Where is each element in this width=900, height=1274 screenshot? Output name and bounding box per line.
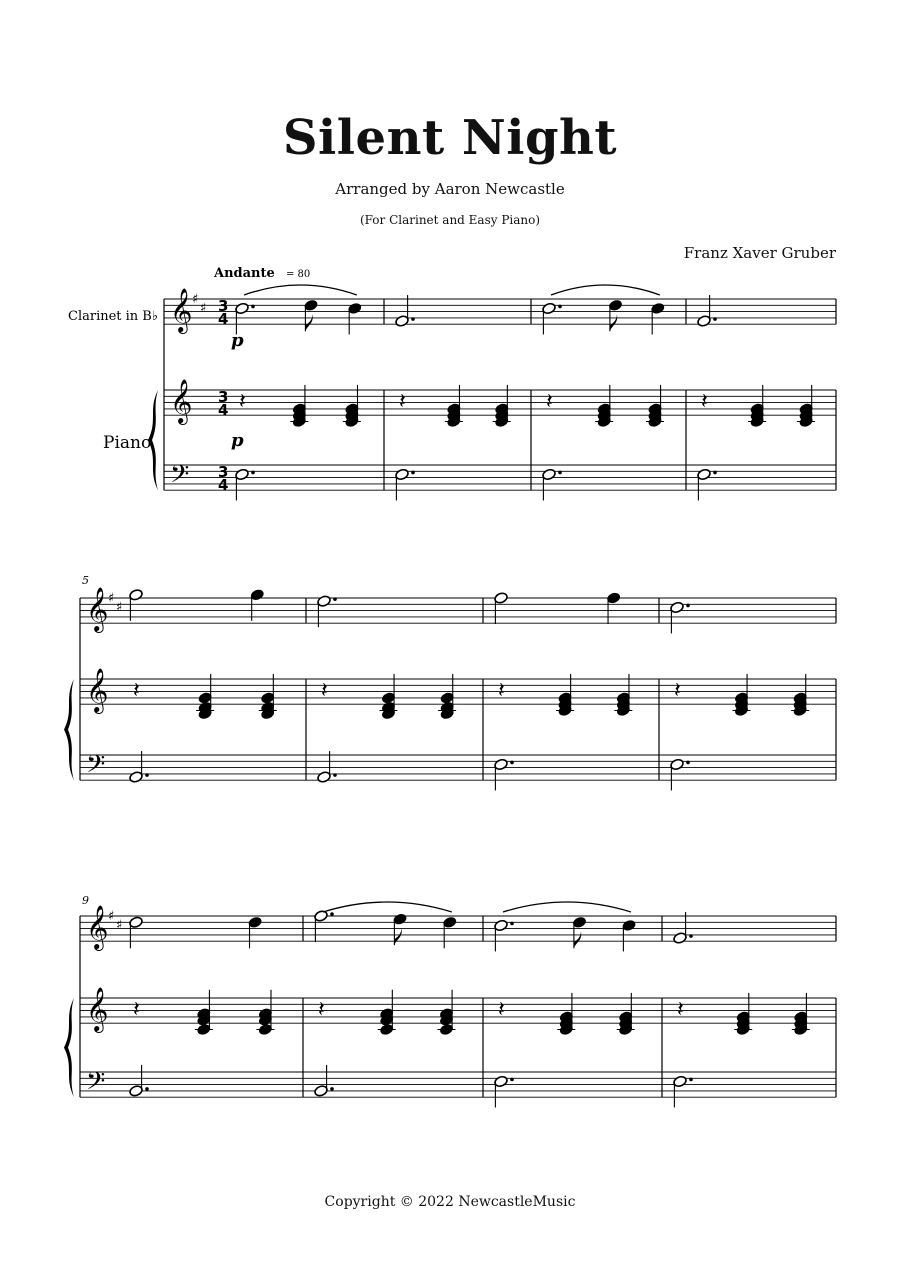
quarter-rest: 𝄽 (133, 997, 140, 1023)
treble-clef: 𝄞 (170, 379, 193, 423)
augmentation-dot (411, 317, 415, 321)
augmentation-dot (510, 761, 514, 765)
quarter-rest: 𝄽 (498, 997, 505, 1023)
treble-clef: 𝄞 (86, 987, 109, 1031)
augmentation-dot (330, 1087, 334, 1091)
dynamic-clarinet: p (231, 330, 244, 351)
note-flag (610, 314, 617, 331)
treble-clef: 𝄞 (86, 905, 109, 949)
time-signature-bottom: 4 (218, 310, 229, 328)
augmentation-dot (411, 471, 415, 475)
quarter-rest: 𝄽 (677, 997, 684, 1023)
quarter-rest: 𝄽 (321, 678, 328, 704)
time-signature-top: 3 (218, 463, 229, 481)
augmentation-dot (251, 471, 255, 475)
augmentation-dot (689, 934, 693, 938)
note-flag (394, 928, 401, 945)
note-flag (574, 931, 581, 948)
augmentation-dot (558, 305, 562, 309)
piano-brace (64, 998, 74, 1097)
quarter-rest: 𝄽 (133, 678, 140, 704)
slur (551, 285, 660, 295)
augmentation-dot (686, 761, 690, 765)
time-signature-top: 3 (218, 297, 229, 315)
treble-clef: 𝄞 (86, 587, 109, 631)
augmentation-dot (145, 773, 149, 777)
bass-clef: 𝄢 (86, 750, 106, 785)
augmentation-dot (330, 912, 334, 916)
augmentation-dot (510, 1078, 514, 1082)
quarter-rest: 𝄽 (546, 389, 553, 415)
composer-credit: Franz Xaver Gruber (683, 244, 836, 262)
sharp-sign: ♯ (200, 301, 207, 316)
augmentation-dot (689, 1078, 693, 1082)
clarinet-label: Clarinet in B♭ (68, 309, 158, 324)
augmentation-dot (558, 471, 562, 475)
measure-number: 9 (82, 894, 89, 907)
augmentation-dot (251, 305, 255, 309)
sharp-sign: ♯ (192, 292, 199, 307)
piano-brace (64, 679, 74, 780)
copyright-notice: Copyright © 2022 NewcastleMusic (324, 1194, 576, 1210)
notes (129, 285, 815, 1107)
dynamic-piano: p (231, 430, 244, 451)
augmentation-dot (510, 922, 514, 926)
slur (244, 285, 357, 295)
quarter-rest: 𝄽 (399, 389, 406, 415)
sharp-sign: ♯ (116, 918, 123, 933)
time-signature-top: 3 (218, 388, 229, 406)
piano-label: Piano (103, 433, 152, 453)
quarter-rest: 𝄽 (318, 997, 325, 1023)
augmentation-dot (333, 773, 337, 777)
augmentation-dot (333, 597, 337, 601)
note-flag (305, 314, 312, 331)
time-signature-bottom: 4 (218, 401, 229, 419)
quarter-rest: 𝄽 (239, 389, 246, 415)
quarter-rest: 𝄽 (701, 389, 708, 415)
bass-clef: 𝄢 (86, 1067, 106, 1102)
sharp-sign: ♯ (108, 909, 115, 924)
tempo-marking: Andante (214, 266, 275, 281)
augmentation-dot (713, 471, 717, 475)
tempo-value: = 80 (286, 269, 311, 280)
augmentation-dot (145, 1087, 149, 1091)
arranger-credit: Arranged by Aaron Newcastle (335, 180, 565, 198)
slur (503, 902, 631, 912)
sharp-sign: ♯ (108, 591, 115, 606)
piece-title: Silent Night (282, 110, 618, 166)
treble-clef: 𝄞 (86, 668, 109, 712)
augmentation-dot (713, 317, 717, 321)
sharp-sign: ♯ (116, 600, 123, 615)
treble-clef: 𝄞 (170, 288, 193, 332)
instrumentation-note: (For Clarinet and Easy Piano) (359, 213, 541, 227)
slur (323, 902, 452, 912)
augmentation-dot (686, 604, 690, 608)
bass-clef: 𝄢 (170, 460, 190, 495)
quarter-rest: 𝄽 (498, 678, 505, 704)
quarter-rest: 𝄽 (674, 678, 681, 704)
time-signature-bottom: 4 (218, 476, 229, 494)
measure-number: 5 (82, 574, 89, 587)
